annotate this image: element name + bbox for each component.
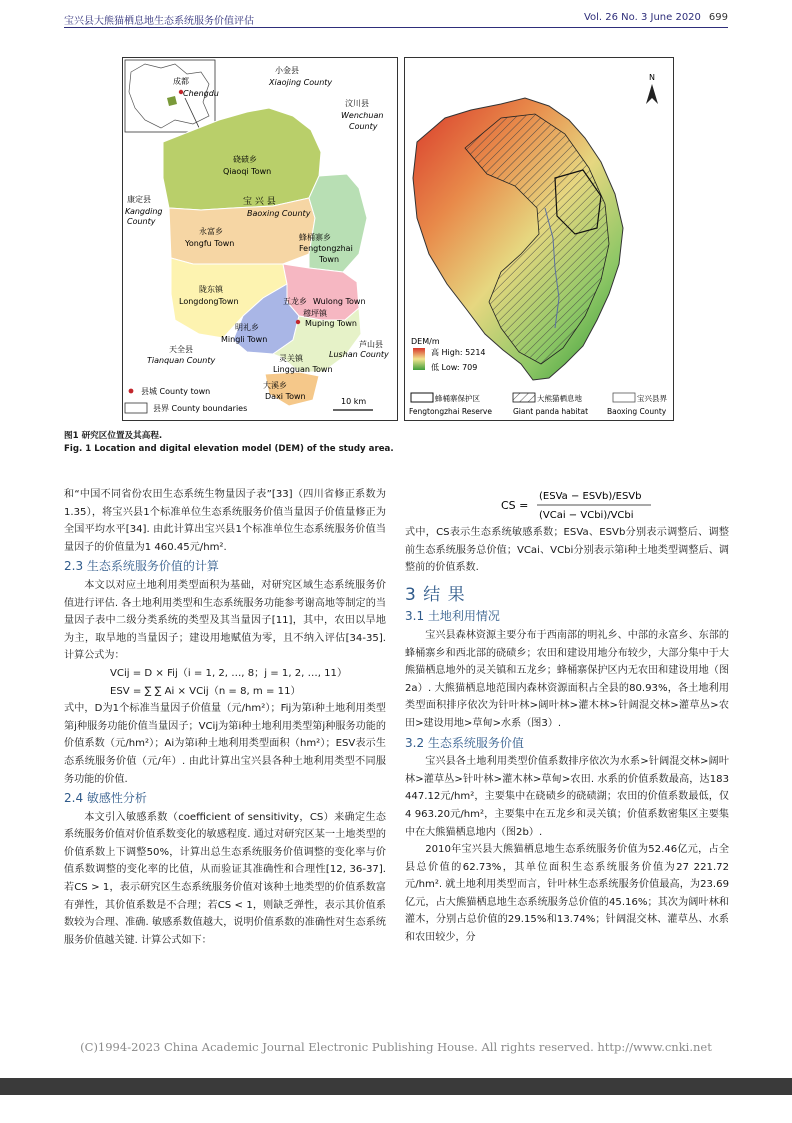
cs-numerator: (ESVa − ESVb)/ESVb	[539, 491, 642, 502]
legend-habitat-en: Giant panda habitat	[513, 407, 589, 416]
figure-caption-en: Fig. 1 Location and digital elevation model (DEM) of the study area.	[64, 444, 394, 454]
dem-map	[404, 57, 674, 421]
muping-label: 穆坪镇	[303, 309, 327, 318]
journal-title: 宝兴县大熊猫栖息地生态系统服务价值评估	[64, 16, 254, 27]
muping-en-label: Muping Town	[305, 319, 357, 328]
location-map-svg	[123, 58, 397, 420]
paragraph-sensitivity: 本文引入敏感系数（coefficient of sensitivity，CS）来确定生态系统服务价值对价值系数变化的敏感程度. 通过对研究区某一土地类型的价值系数上下调整50%，计算出总生态系统服务价值调整的变化率与价值系数调整的变化率的比值，从而验证其准确性和合理性[12, 36-37]. 若CS > 1，表示研究区生态系统服务价值对该种土地类型的价值系数富有弹性，其价值系数是不合理；若CS < 1，则缺乏弹性，表示其价值系数较为合理、准确. 敏感系数值越大，说明价值系数的准确性对生态系统服务价值越关键. 计算公式如下：	[64, 811, 386, 946]
section-2-4-heading: 2.4 敏感性分析	[64, 791, 147, 806]
legend-county-en: Baoxing County	[607, 407, 667, 416]
xiaojin-en-label: Xiaojing County	[269, 78, 333, 87]
kangding-label: 康定县	[127, 195, 151, 204]
cs-denominator: (VCai − VCbi)/VCbi	[539, 510, 634, 521]
wulong-label: 五龙乡	[283, 297, 307, 306]
xiaojin-label: 小金县	[275, 66, 299, 75]
formula-vc: VCij = D × Fij（i = 1, 2, …, 8；j = 1, 2, …, 11）	[110, 667, 348, 679]
dem-legend-ramp	[413, 348, 425, 370]
legend-boundary-text: 县界 County boundaries	[153, 404, 248, 413]
tianquan-label: 天全县	[169, 345, 193, 354]
tianquan-en-label: Tianquan County	[147, 356, 216, 365]
lushan-en-label: Lushan County	[329, 350, 389, 359]
legend-town-text: 县城 County town	[141, 387, 211, 396]
wenchuan-en-label: Wenchuan	[341, 111, 384, 120]
longdong-en-label: LongdongTown	[179, 297, 239, 306]
lingguan-en-label: Lingguan Town	[273, 365, 333, 374]
legend-county-cn: 宝兴县界	[637, 394, 667, 403]
formula-esv: ESV = ∑ ∑ Ai × VCij（n = 8, m = 11）	[110, 685, 301, 697]
cs-equation	[405, 486, 729, 524]
fengtong-en-label: Fengtongzhai	[299, 244, 353, 253]
paragraph-value-coefficients: 宝兴县各土地利用类型价值系数排序依次为水系>针阔混交林>阔叶林>灌草丛>针叶林>灌木林>草甸>农田. 水系的价值系数最高，达183 447.12元/hm²，主要集中在硗碛乡的硗碛湖；农田的价值系数最低，仅4 963.20元/hm²，主要集中在五龙乡和灵关镇；价值系数密集区主要集中在大熊猫栖息地内（图2b）.	[405, 756, 729, 838]
legend-county-symbol	[613, 393, 635, 402]
legend-boundary-box	[125, 403, 147, 413]
north-arrow-icon	[646, 84, 658, 104]
legend-reserve-cn: 蜂桶寨保护区	[435, 394, 480, 403]
bottom-bar	[0, 1078, 792, 1095]
fengtong-en-label-2: Town	[319, 255, 340, 264]
paragraph-esv-method: 本文以对应土地利用类型面积为基础，对研究区域生态系统服务价值进行评估. 各土地利用类型和生态系统服务功能参考谢高地等制定的当量因子表中二级分类系统的类型及其当量因子[11]，其中，农田以旱地为主，取旱地的当量因子；建设用地赋值为零，且不纳入评估[34-35]. 计算公式为：	[64, 579, 386, 662]
legend-town-dot	[129, 389, 134, 394]
lushan-label: 芦山县	[359, 340, 383, 349]
yongfu-en-label: Yongfu Town	[185, 239, 235, 248]
paragraph-land-use: 宝兴县森林资源主要分布于西南部的明礼乡、中部的永富乡、东部的蜂桶寨乡和西北部的硗碛乡；农田和建设用地分布较少，大部分集中于大熊猫栖息地外的灵关镇和五龙乡；蜂桶寨保护区内无农田和建设用地（图2a）. 大熊猫栖息地范围内森林资源面积占全县的80.93%，各土地利用类型面积排序依次为针叶林>阔叶林>灌木林>针阔混交林>灌草丛>农田>建设用地>草甸>水系（图3）.	[405, 629, 729, 729]
section-2-3-heading: 2.3 生态系统服务价值的计算	[64, 559, 219, 574]
dem-map-svg	[405, 58, 673, 420]
paragraph-formula-notes: 式中，D为1个标准当量因子价值量（元/hm²）；Fij为第i种土地利用类型第j种服务功能价值当量因子；VCij为第i种土地利用类型第j种服务功能的价值系数（元/hm²）；Ai为第i种土地利用类型面积（hm²）；ESV表示生态系统服务价值（元/年）. 由此计算出宝兴县各种土地利用类型不同服务功能的价值.	[64, 703, 386, 785]
running-header	[64, 10, 728, 26]
header-rule	[64, 27, 728, 28]
legend-habitat-symbol	[513, 393, 535, 402]
fengtong-label: 蜂桶寨乡	[299, 233, 331, 242]
copyright-footer: (C)1994-2023 China Academic Journal Electronic Publishing House. All rights reserved. http://www.cnki.net	[80, 1040, 712, 1054]
kangding-en-label-2: County	[127, 217, 156, 226]
paragraph-esv-results: 2010年宝兴县大熊猫栖息地生态系统服务价值为52.46亿元，占全县总价值的62.73%，其单位面积生态系统服务价值为27 221.72元/hm². 就土地利用类型而言，针叶林生态系统服务价值最高，为23.69亿元，占大熊猫栖息地生态系统服务总价值的45.16%；其次为阔叶林和灌木，分别占总价值的29.15%和13.74%；针阔混交林、灌草丛、水系和农田较少，分	[405, 844, 729, 944]
volume-info	[584, 12, 728, 23]
right-column	[405, 486, 729, 947]
cs-equation-svg	[405, 486, 729, 524]
legend-reserve-en: Fengtongzhai Reserve	[409, 407, 492, 416]
dem-legend-high: 高 High: 5214	[431, 348, 486, 357]
mingli-label: 明礼乡	[235, 323, 259, 332]
page-number: 699	[708, 12, 728, 23]
mingli-en-label: Mingli Town	[221, 335, 268, 344]
wenchuan-label: 汶川县	[345, 99, 369, 108]
dem-legend-title: DEM/m	[411, 337, 440, 346]
kangding-en-label: Kangding	[125, 207, 163, 216]
section-3-2-heading: 3.2 生态系统服务价值	[405, 735, 524, 750]
section-3-1-heading: 3.1 土地利用情况	[405, 609, 500, 624]
dem-legend-low: 低 Low: 709	[431, 363, 478, 372]
baoxing-en-label: Baoxing County	[247, 209, 311, 218]
legend-habitat-cn: 大熊猫栖息地	[537, 394, 582, 403]
paragraph-correction: 和“中国不同省份农田生态系统生物量因子表”[33]（四川省修正系数为1.35），将宝兴县1个标准单位生态系统服务价值当量因子价值量修正为全国平均水平[34]. 由此计算出宝兴县1个标准单位生态系统服务价值当量因子的价值量为1 460.45元/hm².	[64, 489, 386, 553]
yongfu-label: 永富乡	[199, 227, 223, 236]
section-3-heading: 3 结 果	[405, 584, 466, 605]
muping-dot	[296, 320, 300, 324]
left-column	[64, 486, 386, 949]
wulong-en-label: Wulong Town	[313, 297, 366, 306]
figure-caption-cn: 图1 研究区位置及其高程.	[64, 431, 163, 441]
paragraph-cs-notes: 式中，CS表示生态系统敏感系数；ESVa、ESVb分别表示调整后、调整前生态系统服务总价值；VCai、VCbi分别表示第i种土地类型调整后、调整前的价值系数.	[405, 527, 729, 574]
scale-label: 10 km	[341, 397, 367, 406]
daxi-label: 大溪乡	[263, 381, 287, 390]
daxi-en-label: Daxi Town	[265, 392, 306, 401]
lingguan-label: 灵关镇	[279, 354, 303, 363]
qiaoqi-en-label: Qiaoqi Town	[223, 167, 272, 176]
north-label: N	[649, 73, 655, 82]
figure-caption	[64, 430, 394, 456]
baoxing-label: 宝 兴 县	[243, 197, 276, 207]
chengdu-en-label: Chengdu	[183, 89, 219, 98]
volume-issue: Vol. 26 No. 3 June 2020	[583, 12, 701, 23]
qiaoqi-label: 硗碛乡	[233, 155, 257, 164]
cs-lhs: CS =	[501, 499, 529, 512]
location-map	[122, 57, 398, 421]
longdong-label: 陇东镇	[199, 285, 223, 294]
legend-reserve-symbol	[411, 393, 433, 402]
wenchuan-en-label-2: County	[349, 122, 378, 131]
chengdu-label: 成都	[173, 77, 189, 86]
